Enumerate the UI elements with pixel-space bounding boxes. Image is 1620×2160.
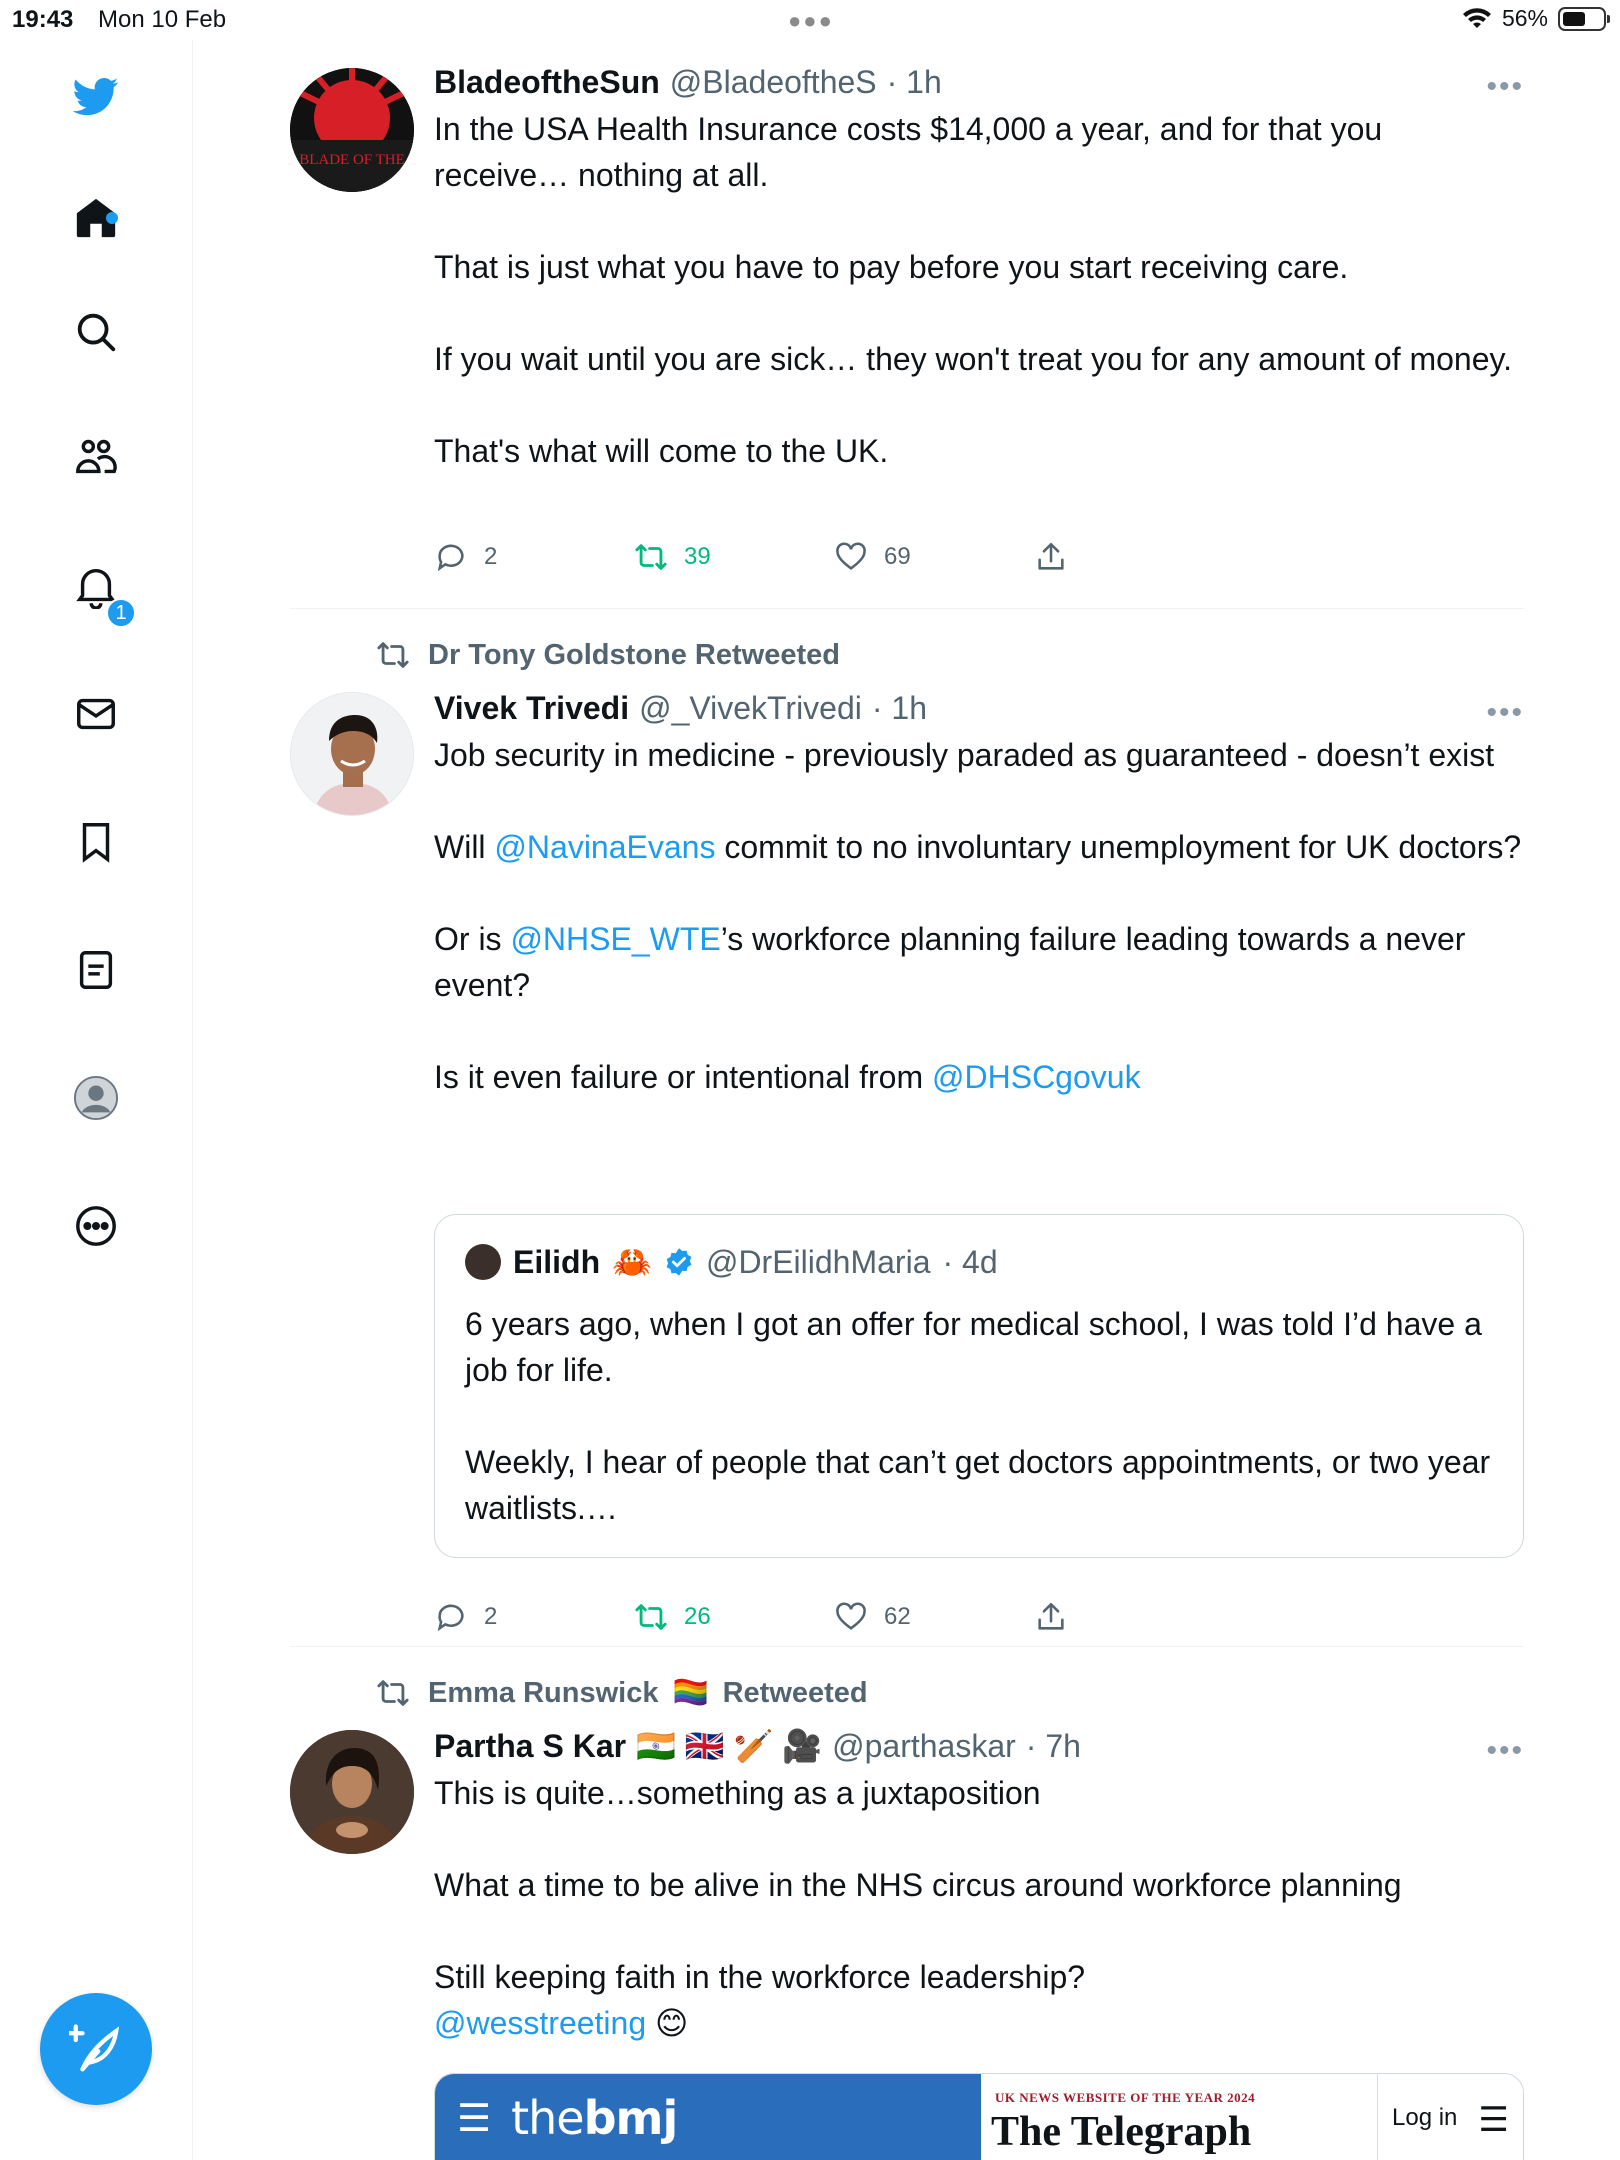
bookmarks-icon[interactable] <box>68 814 124 870</box>
retweeted-by-text: Dr Tony Goldstone Retweeted <box>428 638 840 671</box>
tweet-paragraph: 6 years ago, when I got an offer for medical school, I was told I’d have a job for life. <box>465 1306 1482 1388</box>
retweeted-by-line[interactable] <box>376 1676 868 1710</box>
like-count: 62 <box>884 1603 911 1630</box>
retweet-button[interactable] <box>634 540 834 574</box>
quoted-tweet-text <box>465 1301 1495 1577</box>
tweet-text <box>434 106 1524 474</box>
bladeofthesun-avatar-image <box>290 68 414 192</box>
lists-icon[interactable] <box>68 942 124 998</box>
mention-link[interactable]: @DHSCgovuk <box>932 1059 1141 1095</box>
name-emojis: 🇮🇳 🇬🇧 🏏 🎥 <box>636 1728 823 1764</box>
tweet-paragraph: That is just what you have to pay before you start receiving care. <box>434 249 1349 285</box>
tweet-paragraph: This is quite…something as a juxtaposition <box>434 1775 1041 1811</box>
smile-emoji: 😊 <box>655 2005 689 2041</box>
author-name[interactable]: Vivek Trivedi <box>434 690 630 726</box>
tweet-divider <box>290 608 1524 609</box>
communities-icon[interactable] <box>68 430 124 486</box>
quoted-author-avatar[interactable] <box>465 1244 501 1280</box>
hamburger-menu-icon: ☰ <box>457 2097 492 2140</box>
share-button[interactable] <box>1034 540 1234 574</box>
retweet-icon <box>634 1600 668 1634</box>
notification-count-badge: 1 <box>106 598 136 628</box>
sidebar <box>0 40 193 2160</box>
telegraph-screenshot-panel <box>981 2074 1524 2160</box>
status-time: 19:43 <box>12 6 74 33</box>
text-span: Or is <box>434 921 511 957</box>
mention-link[interactable]: @NavinaEvans <box>494 829 716 865</box>
status-bar <box>0 0 1620 40</box>
like-count: 69 <box>884 543 911 570</box>
retweet-small-icon <box>376 638 410 672</box>
text-span: Will <box>434 829 495 865</box>
retweeted-by-line[interactable] <box>376 638 840 672</box>
tweet-text <box>434 1770 1524 2046</box>
quoted-author-name[interactable]: Eilidh <box>513 1243 601 1280</box>
tweet-time[interactable]: · 1h <box>886 64 942 100</box>
verified-badge-icon <box>664 1247 694 1277</box>
reply-button[interactable] <box>434 540 634 574</box>
like-button[interactable] <box>834 1600 1034 1634</box>
mention-link[interactable]: @NHSE_WTE <box>510 921 721 957</box>
tweet-header <box>434 1724 1524 1768</box>
avatar[interactable] <box>290 1730 414 1854</box>
author-handle[interactable]: @_VivekTrivedi <box>639 690 862 726</box>
vivek-avatar-image <box>291 693 414 816</box>
wifi-icon <box>1462 7 1492 31</box>
rainbow-flag-emoji: 🏳️‍🌈 <box>672 1677 709 1709</box>
bmj-logo: thebmj <box>511 2091 678 2145</box>
tweet-header <box>434 686 1524 730</box>
tweet-divider <box>290 1646 1524 1647</box>
tweet-paragraph <box>434 1054 1524 1100</box>
like-button[interactable] <box>834 540 1034 574</box>
avatar[interactable] <box>290 68 414 192</box>
tweet-paragraph: Weekly, I hear of people that can’t get doctors appointments, or two year waitlists.… <box>465 1444 1491 1526</box>
tweet-paragraph: Still keeping faith in the workforce leadership? <box>434 1959 1086 1995</box>
crab-emoji: 🦀 <box>612 1244 652 1280</box>
author-handle[interactable]: @parthaskar <box>832 1728 1016 1764</box>
more-options-icon[interactable]: ••• <box>1486 1734 1524 1767</box>
bmj-screenshot-panel <box>435 2074 981 2160</box>
text-span: Is it even failure or intentional from <box>434 1059 933 1095</box>
share-button[interactable] <box>1034 1600 1234 1634</box>
text-span: commit to no involuntary unemployment for UK doctors? <box>715 829 1522 865</box>
retweet-count: 39 <box>684 543 711 570</box>
more-options-icon[interactable]: ••• <box>1486 70 1524 103</box>
quoted-tweet-header <box>465 1243 998 1281</box>
reply-button[interactable] <box>434 1600 634 1634</box>
reply-count: 2 <box>484 1603 498 1630</box>
profile-icon[interactable] <box>68 1070 124 1126</box>
tweet-paragraph: What a time to be alive in the NHS circus around workforce planning <box>434 1867 1402 1903</box>
share-icon <box>1034 540 1068 574</box>
reply-count: 2 <box>484 543 498 570</box>
svg-text:BLADE OF THE: BLADE OF THE <box>299 152 405 168</box>
avatar[interactable] <box>290 692 414 816</box>
hamburger-menu-icon: ☰ <box>1478 2101 1509 2139</box>
more-icon[interactable] <box>68 1198 124 1254</box>
mention-link[interactable]: @wesstreeting <box>434 2005 647 2041</box>
tweet-paragraph: Job security in medicine - previously paraded as guaranteed - doesn’t exist <box>434 737 1495 773</box>
quoted-author-handle[interactable]: @DrEilidhMaria <box>705 1243 931 1280</box>
twitter-logo-icon[interactable] <box>68 68 124 124</box>
tweet-actions <box>434 540 1234 574</box>
reply-icon <box>434 540 468 574</box>
login-link: Log in <box>1377 2074 1457 2160</box>
tweet-text <box>434 732 1524 1100</box>
partha-avatar-image <box>290 1730 414 1854</box>
battery-icon <box>1558 7 1606 31</box>
retweet-icon <box>634 540 668 574</box>
retweeted-by-name: Emma Runswick <box>428 1676 659 1709</box>
author-name[interactable]: Partha S Kar <box>434 1728 627 1764</box>
retweet-button[interactable] <box>634 1600 834 1634</box>
compose-feather-icon <box>69 2022 123 2076</box>
messages-icon[interactable] <box>68 686 124 742</box>
tweet-paragraph <box>434 824 1524 870</box>
tweet-header <box>434 60 1524 104</box>
reply-icon <box>434 1600 468 1634</box>
link-preview-card[interactable] <box>434 2073 1524 2160</box>
telegraph-masthead: The Telegraph <box>991 2109 1252 2155</box>
battery-percent: 56% <box>1501 5 1548 31</box>
tweet-paragraph: That's what will come to the UK. <box>434 433 889 469</box>
share-icon <box>1034 1600 1068 1634</box>
tweet-paragraph <box>434 916 1524 1008</box>
author-handle[interactable]: @BladeoftheS <box>669 64 877 100</box>
text-span: ’s workforce planning failure leading towards a never event? <box>434 921 1466 1003</box>
tweet-paragraph: In the USA Health Insurance costs $14,000 a year, and for that you receive… nothing at all. <box>434 111 1383 193</box>
author-name[interactable]: BladeoftheSun <box>434 64 660 100</box>
retweeted-label: Retweeted <box>722 1676 868 1709</box>
retweet-count: 26 <box>684 1603 711 1630</box>
tweet-time[interactable]: · 7h <box>1025 1728 1081 1764</box>
more-options-icon[interactable]: ••• <box>1486 696 1524 729</box>
heart-icon <box>834 1600 868 1634</box>
tweet-paragraph: If you wait until you are sick… they won't treat you for any amount of money. <box>434 341 1513 377</box>
search-icon[interactable] <box>68 304 124 360</box>
telegraph-kicker: UK NEWS WEBSITE OF THE YEAR 2024 <box>995 2090 1256 2105</box>
home-unread-dot <box>106 212 118 224</box>
heart-icon <box>834 540 868 574</box>
tweet-time[interactable]: · 1h <box>871 690 928 726</box>
status-date: Mon 10 Feb <box>98 6 227 33</box>
multitasking-dots-icon[interactable]: ●●● <box>788 8 834 33</box>
compose-tweet-button[interactable] <box>40 1993 152 2105</box>
retweet-small-icon <box>376 1676 410 1710</box>
quoted-tweet[interactable] <box>434 1214 1524 1558</box>
tweet-actions <box>434 1600 1234 1634</box>
quoted-tweet-time[interactable]: · 4d <box>942 1243 998 1280</box>
mention-line <box>434 2000 1524 2046</box>
